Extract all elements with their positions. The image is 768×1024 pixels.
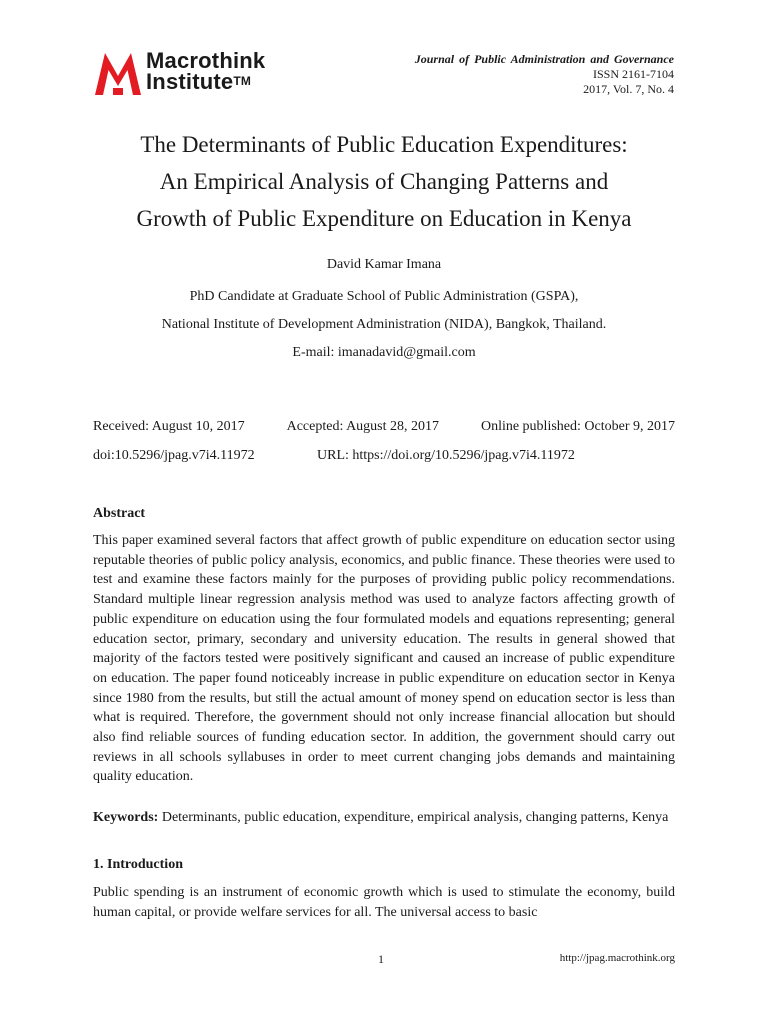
introduction-text: Public spending is an instrument of economic growth which is used to stimulate the economy, build human capital, or provide welfare services for all. The universal access to basic xyxy=(93,885,675,920)
abstract-text: This paper examined several factors that affect growth of public expenditure on education sector using reputable theories of public policy analysis, economics, and public finance. These theories were used to test and examine these factors mainly for the purposes of providing public policy recommendations. Standard multiple linear regression analysis method was used to analyze factors affecting growth of public expenditure on education using the four formulated models and equations representing; general education sector, primary, secondary and university education. The results in general showed that majority of the factors tested were positively significant and caused an increase of public expenditure on education. The paper found noticeably increase in public expenditure on education sector in Kenya since 1980 from the results, but still the actual amount of money spend on education sector is less than what is required. Therefore, the government should not only increase financial allocation but should also find reliable sources of funding education sector. In addition, the government should carry out reviews in all schools syllabuses in order to meet current changing jobs demands and maintaining quality education. xyxy=(93,533,675,785)
publication-dates xyxy=(93,418,675,436)
logo-wordmark xyxy=(146,50,265,92)
author-affiliation-2: National Institute of Development Administration (NIDA), Bangkok, Thailand. xyxy=(161,317,607,332)
doi[interactable]: doi:10.5296/jpag.v7i4.11972 xyxy=(93,448,255,463)
accepted-date: Accepted: August 28, 2017 xyxy=(286,419,440,434)
macrothink-m-icon xyxy=(93,50,143,96)
page-number: 1 xyxy=(378,952,384,966)
journal-issn: ISSN 2161-7104 xyxy=(592,67,674,81)
paper-title xyxy=(60,126,708,237)
author-email: E-mail: imanadavid@gmail.com xyxy=(292,345,476,360)
author-affiliation-1: PhD Candidate at Graduate School of Public Administration (GSPA), xyxy=(189,289,579,304)
introduction-heading: 1. Introduction xyxy=(93,857,183,872)
title-line-3: Growth of Public Expenditure on Education in Kenya xyxy=(136,206,632,231)
received-date: Received: August 10, 2017 xyxy=(93,419,245,434)
logo-line-1: Macrothink xyxy=(146,48,266,73)
keywords-label: Keywords: xyxy=(93,810,159,825)
logo-line-2 xyxy=(146,71,265,92)
abstract-heading: Abstract xyxy=(93,506,146,521)
doi-url-link[interactable]: URL: https://doi.org/10.5296/jpag.v7i4.11972 xyxy=(317,448,575,463)
identifiers xyxy=(93,447,675,465)
keywords xyxy=(93,808,675,828)
title-line-1: The Determinants of Public Education Expenditures: xyxy=(140,132,628,157)
trademark-symbol: TM xyxy=(233,74,252,88)
title-line-2: An Empirical Analysis of Changing Patterns and xyxy=(159,169,609,194)
journal-volume: 2017, Vol. 7, No. 4 xyxy=(583,82,674,96)
published-date: Online published: October 9, 2017 xyxy=(480,419,675,434)
journal-info xyxy=(415,52,674,97)
footer-url-link[interactable]: http://jpag.macrothink.org xyxy=(559,952,675,964)
journal-name: Journal of Public Administration and Governance xyxy=(414,52,674,66)
author-name: David Kamar Imana xyxy=(326,257,442,272)
publisher-logo xyxy=(93,50,303,98)
keywords-text: Determinants, public education, expenditure, empirical analysis, changing patterns, Kenya xyxy=(161,810,669,825)
logo-line-2-text: Institute xyxy=(146,69,234,94)
